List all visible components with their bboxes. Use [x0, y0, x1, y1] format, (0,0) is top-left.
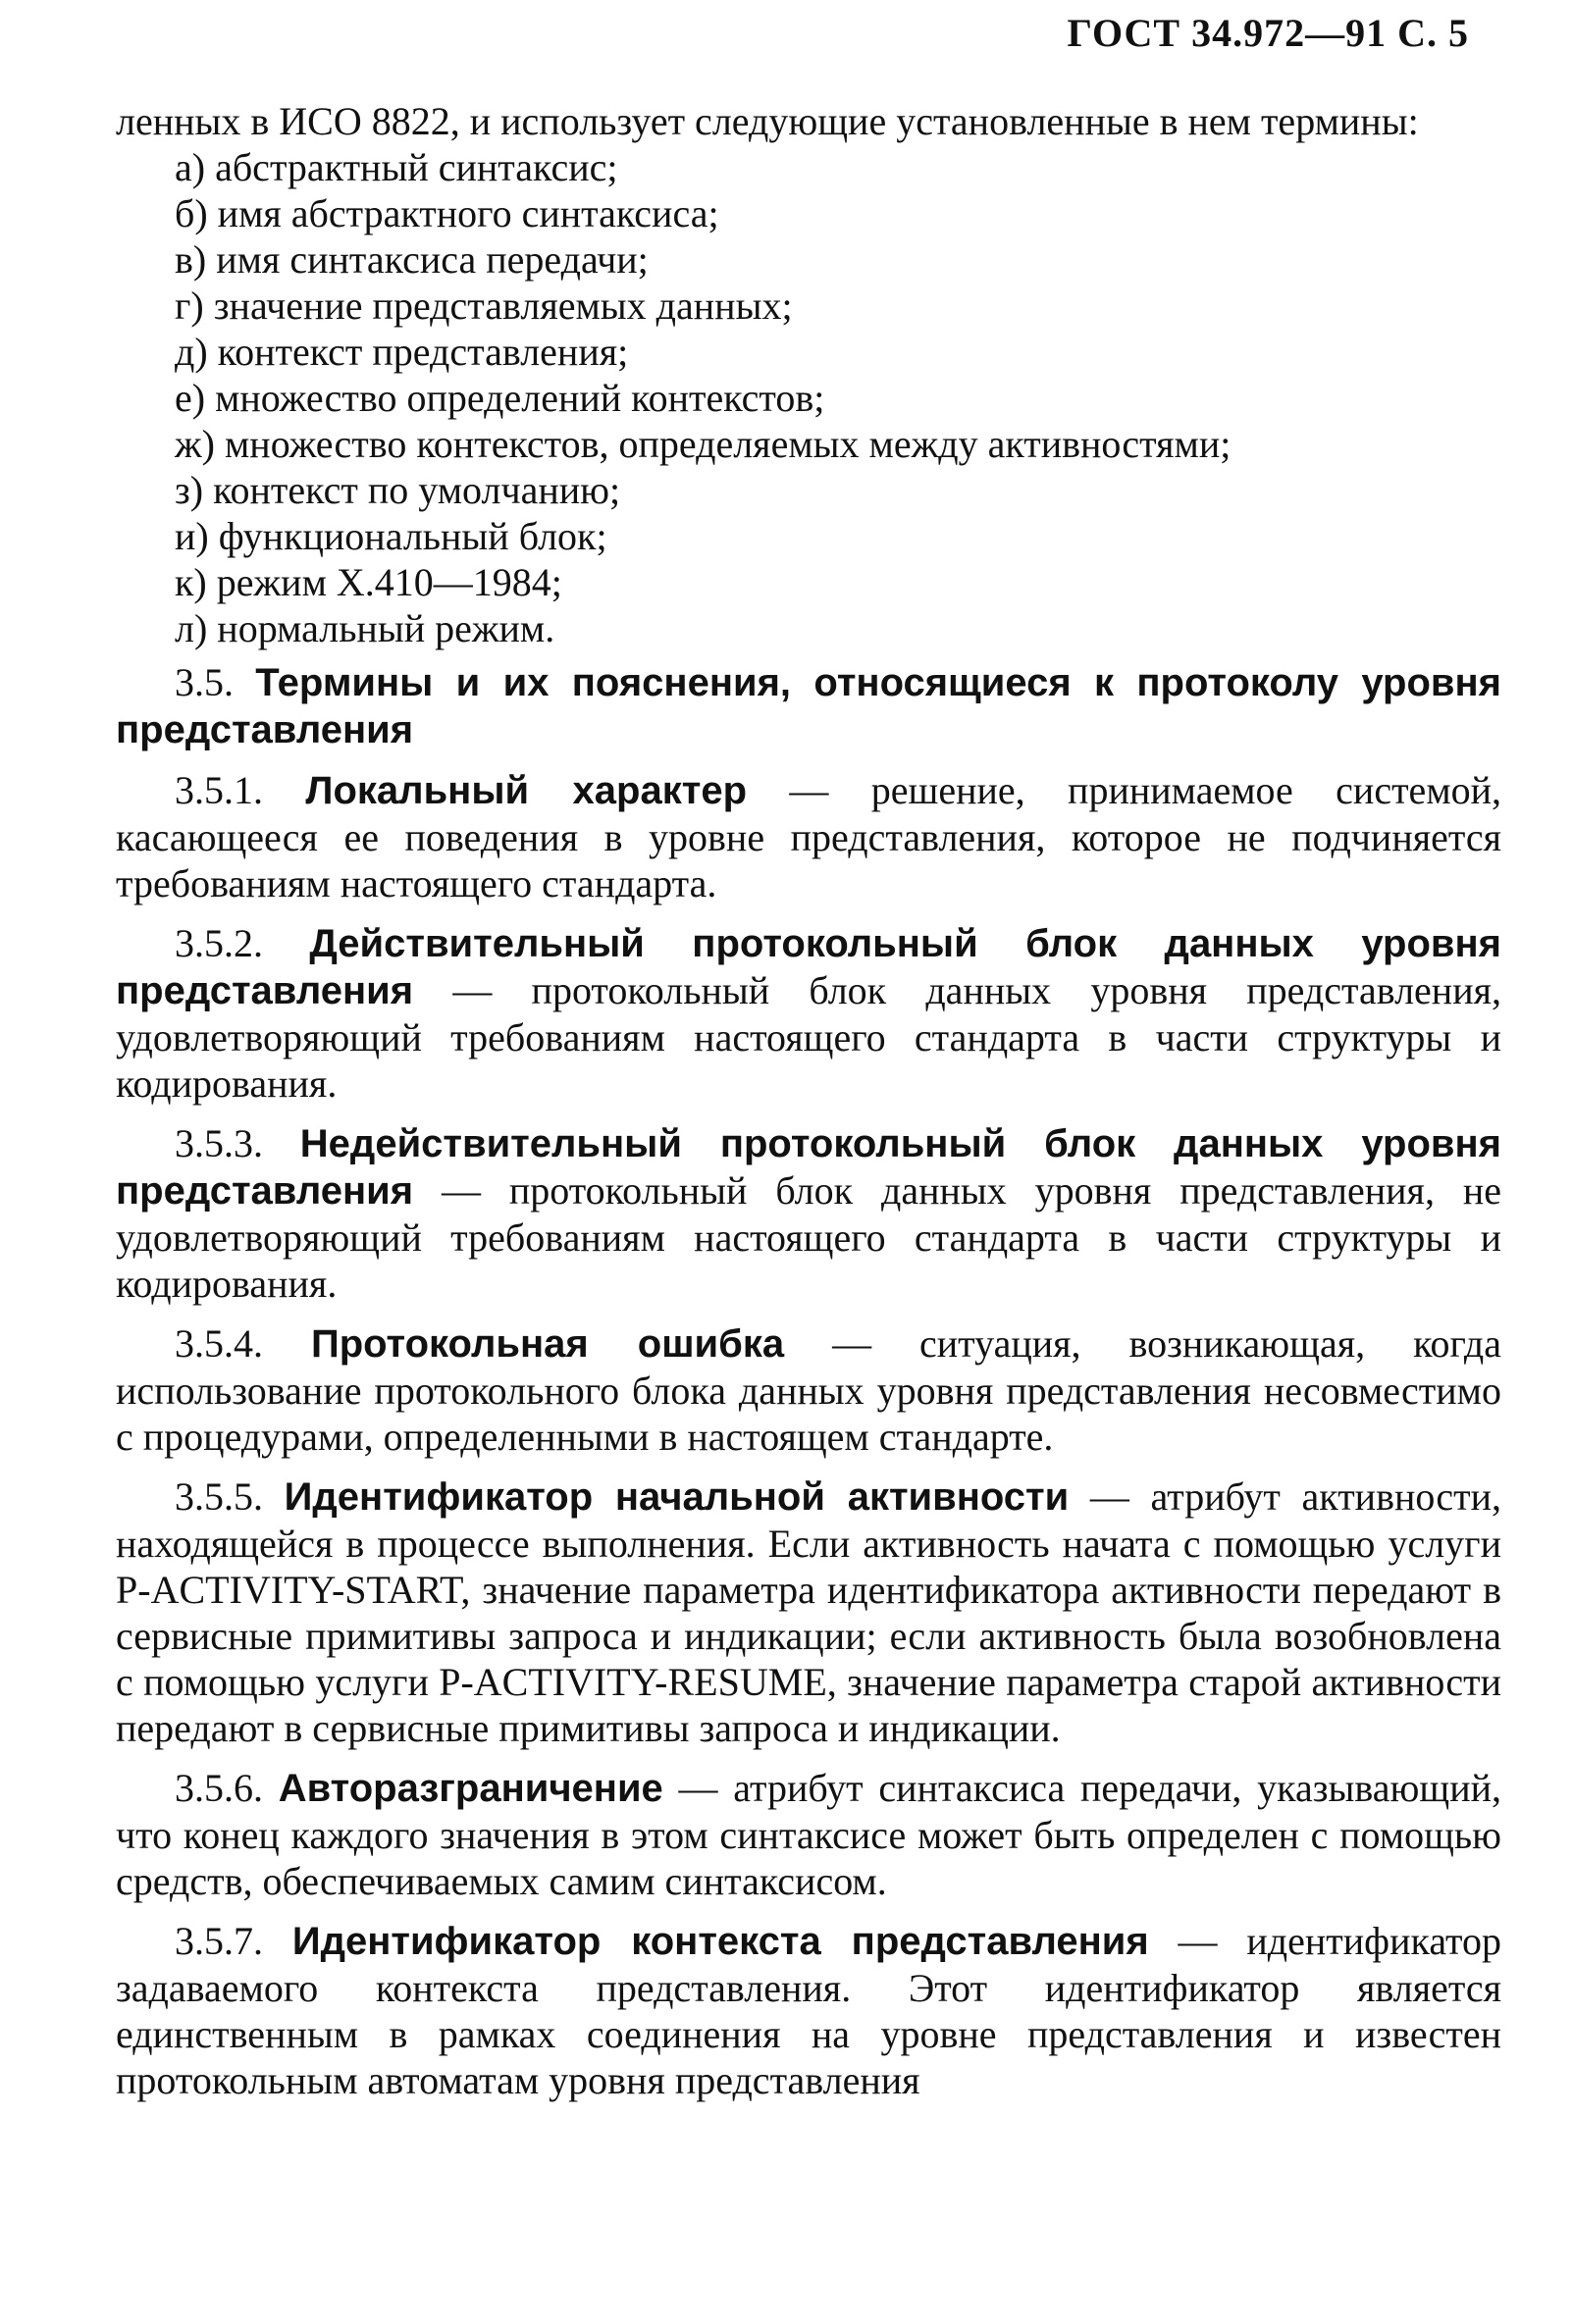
term-number: 3.5.3.: [175, 1121, 263, 1165]
list-item: [116, 467, 1501, 513]
list-marker: е): [175, 376, 206, 420]
list-item-text: имя абстрактного синтаксиса;: [217, 191, 719, 235]
list-marker: г): [175, 284, 204, 328]
list-item-text: нормальный режим.: [217, 606, 555, 650]
term-title: Протокольная ошибка: [310, 1322, 785, 1366]
section-heading: [116, 659, 1501, 753]
list-item-text: функциональный блок;: [218, 514, 607, 558]
list-marker: к): [175, 560, 207, 604]
list-marker: и): [175, 514, 209, 558]
list-marker: а): [175, 145, 206, 189]
term-title: Действительный протокольный блок данных уровня представления: [116, 922, 1502, 1012]
term-title: Идентификатор начальной активности: [284, 1475, 1070, 1519]
list-marker: д): [175, 330, 208, 374]
term-title: Авторазграничение: [278, 1767, 663, 1810]
list-item-text: контекст по умолчанию;: [213, 468, 621, 512]
term-definition: — атрибут синтаксиса передачи, указывающий, что конец каждого значения в этом синтаксисе может быть определен с помощью средств, обеспечиваемых самим синтаксисом.: [116, 1766, 1502, 1903]
list-item-text: множество контекстов, определяемых между активностями;: [224, 422, 1231, 466]
term-number: 3.5.7.: [175, 1919, 263, 1963]
list-item-text: имя синтаксиса передачи;: [216, 237, 649, 282]
term-definition: — протокольный блок данных уровня представления, не удовлетворяющий требованиям настоящего стандарта в части структуры и кодирования.: [116, 1168, 1501, 1306]
list-marker: л): [175, 606, 208, 650]
list-item-text: абстрактный синтаксис;: [215, 145, 618, 189]
page-header: ГОСТ 34.972—91 С. 5: [1067, 11, 1469, 55]
term-number: 3.5.1.: [175, 768, 263, 812]
list-item: [116, 375, 1501, 421]
term-definition: — идентификатор задаваемого контекста представления. Этот идентификатор является единственным в рамках соединения на уровне представления и известен протокольным автоматам уровня представления: [116, 1919, 1501, 2102]
term-definition: — решение, принимаемое системой, касающееся ее поведения в уровне представления, которое не подчиняется требованиям настоящего стандарта.: [116, 768, 1502, 905]
term-title: Идентификатор контекста представления: [291, 1920, 1149, 1963]
list-marker: в): [175, 237, 207, 282]
list-item-text: множество определений контекстов;: [215, 376, 825, 420]
list-item-text: режим X.410—1984;: [216, 560, 562, 604]
term-number: 3.5.2.: [175, 921, 263, 965]
term-definition: — ситуация, возникающая, когда использование протокольного блока данных уровня представления несовместимо с процедурами, определенными в настоящем стандарте.: [116, 1321, 1501, 1459]
list-item-text: контекст представления;: [217, 330, 629, 374]
terms-list: [116, 144, 1501, 651]
term-number: 3.5.5.: [175, 1474, 263, 1519]
list-item: [116, 190, 1501, 236]
section-number: 3.5.: [175, 660, 234, 704]
term-paragraph: [116, 1320, 1501, 1460]
term-title: Локальный характер: [305, 769, 748, 812]
list-item: [116, 513, 1501, 559]
list-item: [116, 421, 1501, 467]
list-item: [116, 559, 1501, 605]
term-paragraph: [116, 1473, 1501, 1751]
list-item: [116, 605, 1501, 651]
intro-paragraph: ленных в ИСО 8822, и использует следующие установленные в нем термины:: [116, 99, 1419, 143]
list-item: [116, 236, 1501, 283]
term-definition: — атрибут активности, находящейся в процессе выполнения. Если активность начата с помощью услуги P-ACTIVITY-START, значение параметра идентификатора активности передают в сервисные примитивы запроса и индикации; если активность была возобновлена с помощью услуги P-ACTIVITY-RESUME, значение параметра старой активности передают в сервисные примитивы запроса и индикации.: [116, 1474, 1502, 1750]
section-title: Термины и их пояснения, относящиеся к протоколу уровня представления: [116, 661, 1501, 751]
term-paragraph: [116, 1765, 1501, 1904]
list-marker: б): [175, 191, 208, 235]
list-item: [116, 144, 1501, 190]
term-number: 3.5.6.: [175, 1766, 263, 1810]
term-paragraph: [116, 1120, 1501, 1307]
list-item: [116, 329, 1501, 375]
term-paragraph: [116, 920, 1501, 1107]
list-marker: ж): [175, 422, 215, 466]
term-definition: — протокольный блок данных уровня представления, удовлетворяющий требованиям настоящего стандарта в части структуры и кодирования.: [116, 968, 1502, 1106]
term-paragraph: [116, 767, 1501, 906]
list-marker: з): [175, 468, 204, 512]
term-title: Недействительный протокольный блок данных уровня представления: [116, 1122, 1501, 1213]
list-item: [116, 283, 1501, 329]
term-number: 3.5.4.: [175, 1321, 263, 1366]
list-item-text: значение представляемых данных;: [213, 284, 793, 328]
document-body: [116, 98, 1501, 2103]
term-paragraph: [116, 1918, 1501, 2103]
